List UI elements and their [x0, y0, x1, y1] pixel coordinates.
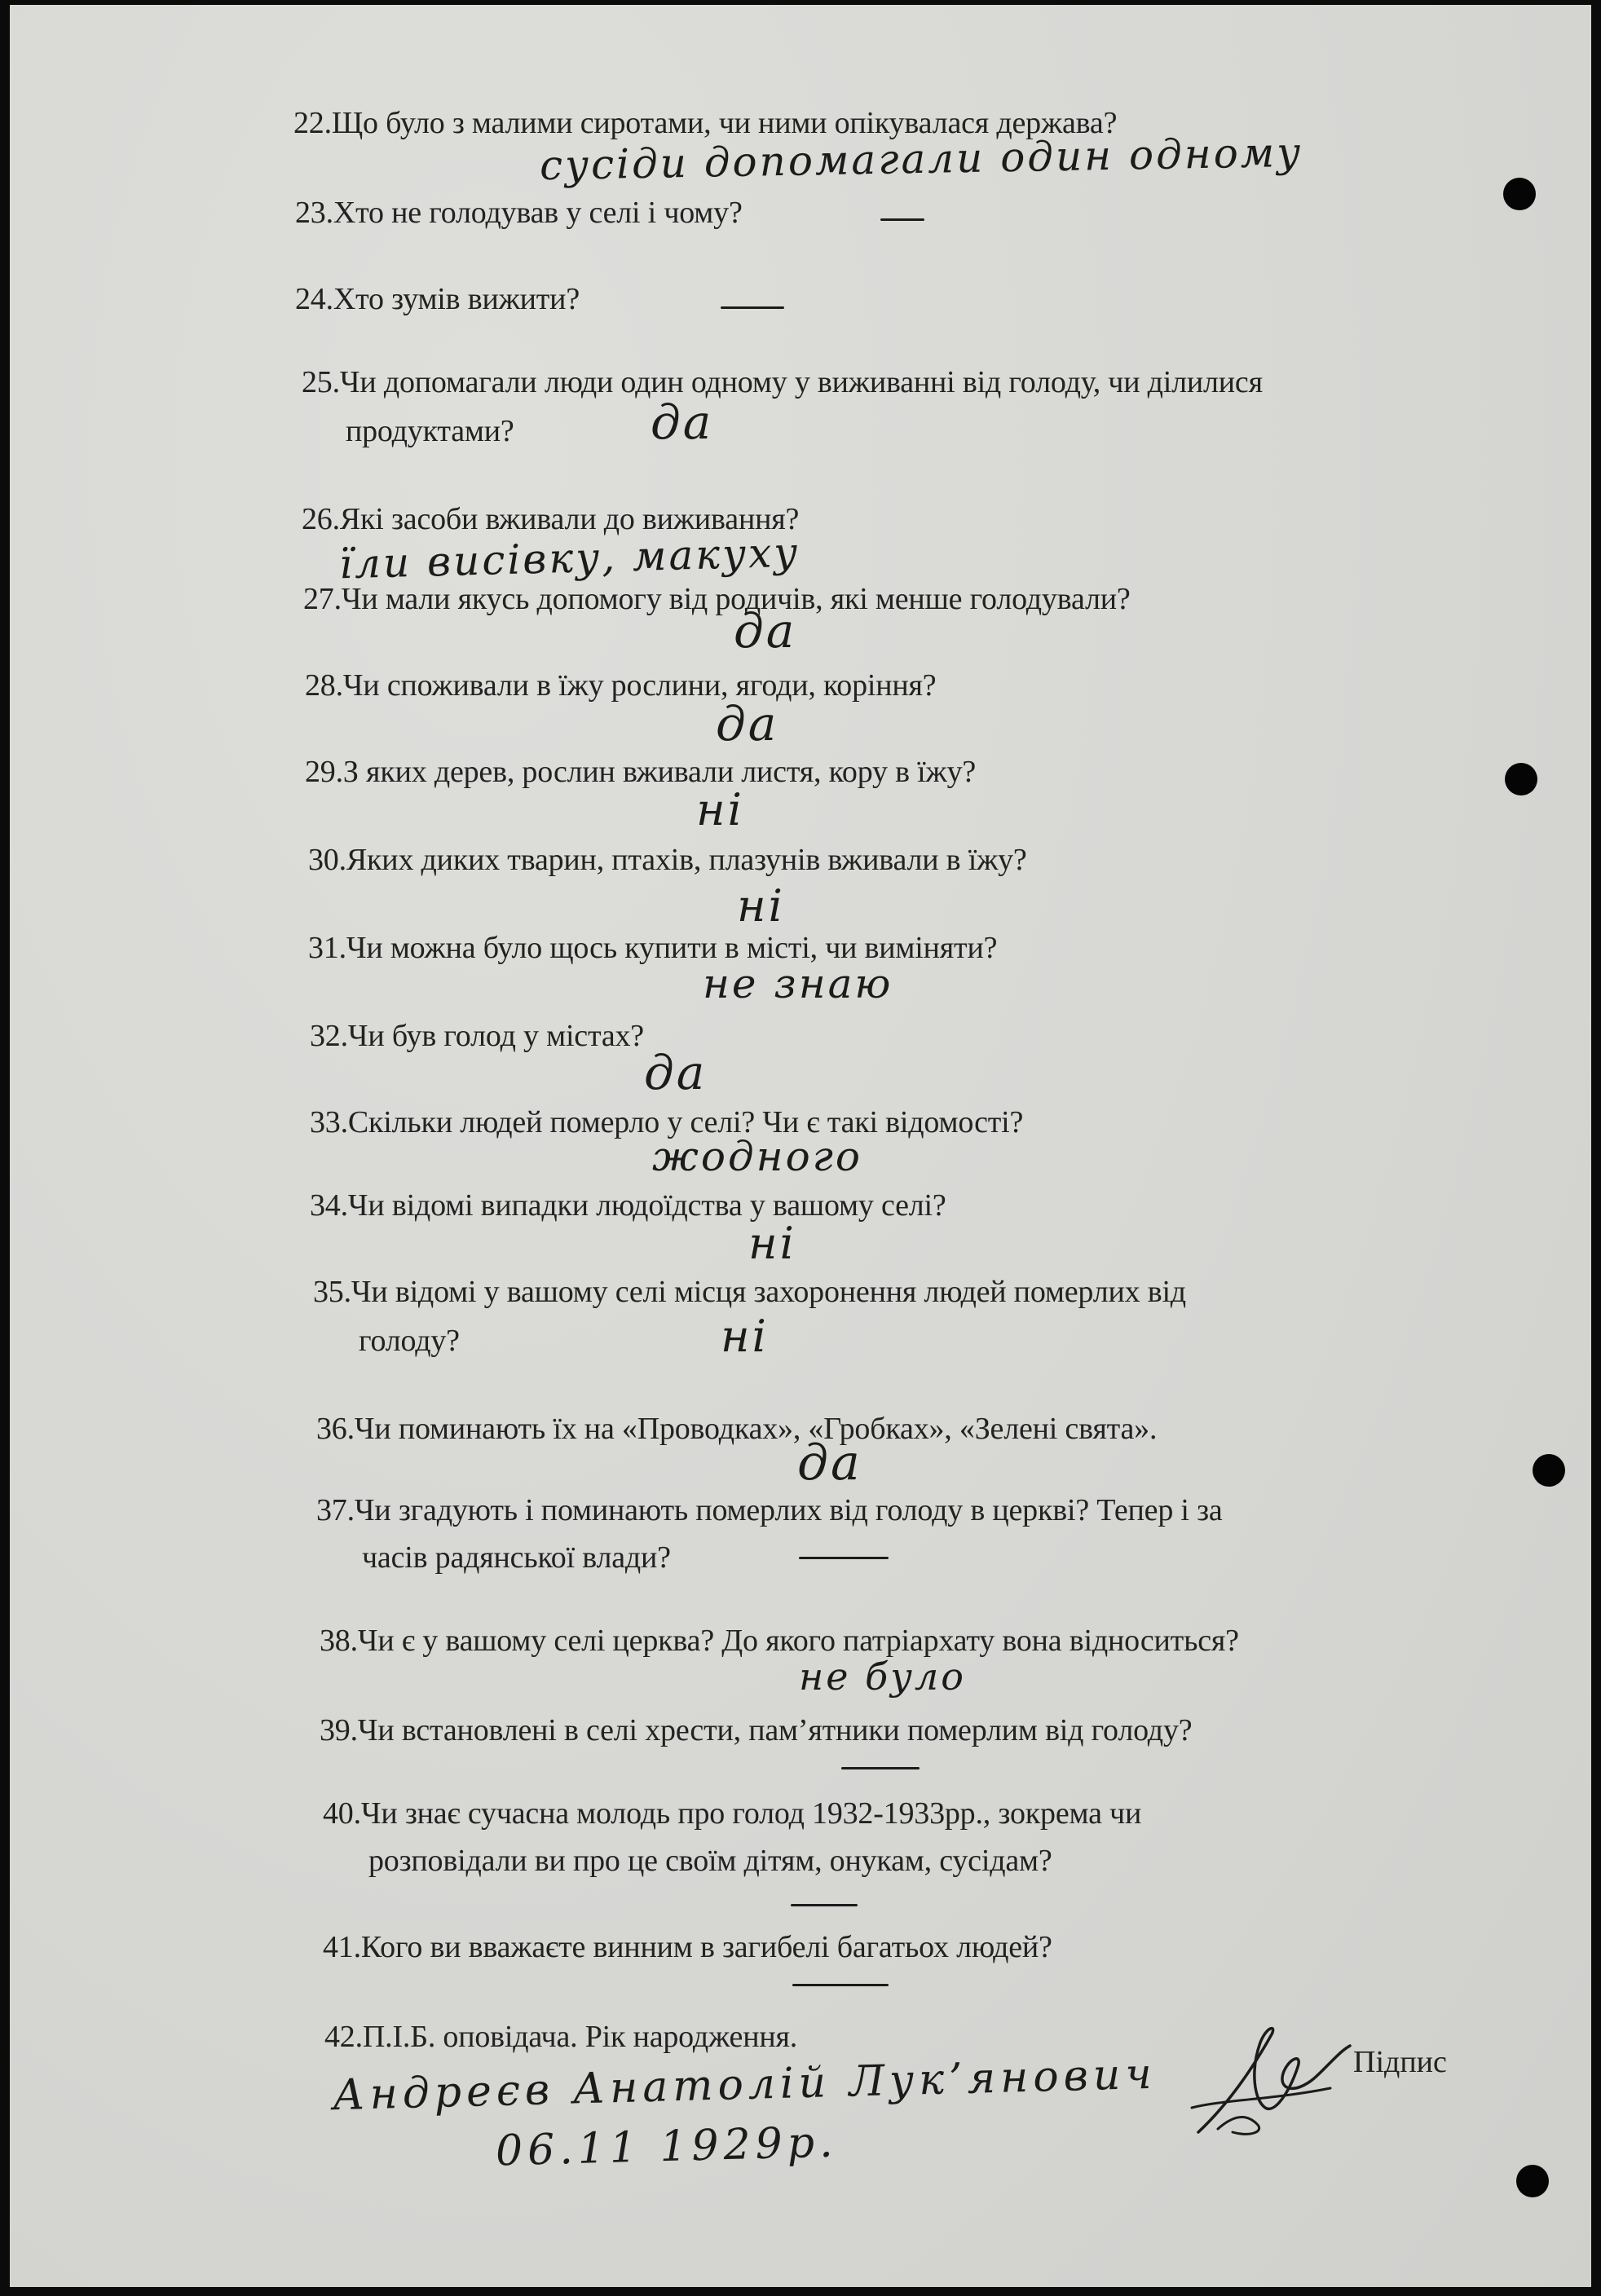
question-36: 36.Чи поминають їх на «Проводках», «Гробках», «Зелені свята».: [316, 1412, 1158, 1446]
answer-29: ні: [696, 784, 744, 835]
question-26: 26.Які засоби вживали до виживання?: [302, 502, 800, 536]
question-35-cont: голоду?: [359, 1324, 460, 1358]
answer-32: да: [644, 1045, 708, 1100]
question-41: 41.Кого ви вважаєте винним в загибелі багатьох людей?: [323, 1930, 1052, 1964]
answer-35: ні: [721, 1311, 769, 1362]
answer-39-dash: [841, 1767, 920, 1769]
question-25: 25.Чи допомагали люди один одному у виживанні від голоду, чи ділилися: [302, 365, 1263, 399]
answer-25: да: [651, 394, 714, 450]
question-23: 23.Хто не голодував у селі і чому?: [295, 196, 743, 230]
signature-label: Підпис: [1353, 2045, 1447, 2079]
punch-hole-4: [1516, 2165, 1549, 2197]
question-35: 35.Чи відомі у вашому селі місця захоронення людей померлих від: [313, 1275, 1186, 1309]
question-30: 30.Яких диких тварин, птахів, плазунів вживали в їжу?: [308, 843, 1027, 877]
punch-hole-3: [1533, 1454, 1565, 1487]
answer-33: жодного: [652, 1133, 863, 1180]
questionnaire-page: [10, 5, 1591, 2287]
question-37-cont: часів радянської влади?: [362, 1540, 671, 1575]
answer-37-dash: [799, 1557, 889, 1559]
answer-26: їли висівку, макуху: [338, 528, 800, 588]
answer-40-dash: [791, 1904, 858, 1906]
question-24: 24.Хто зумів вижити?: [295, 282, 580, 316]
question-39: 39.Чи встановлені в селі хрести, пам’ятники померлим від голоду?: [320, 1713, 1193, 1747]
punch-hole-1: [1503, 178, 1536, 210]
answer-30: ні: [737, 880, 785, 932]
punch-hole-2: [1505, 763, 1537, 795]
question-33: 33.Скільки людей померло у селі? Чи є такі відомості?: [310, 1105, 1024, 1139]
answer-41-dash: [792, 1984, 889, 1986]
question-40: 40.Чи знає сучасна молодь про голод 1932-1933рр., зокрема чи: [323, 1796, 1142, 1831]
handwritten-signature: [1175, 2010, 1355, 2140]
answer-36: да: [797, 1434, 862, 1492]
question-27: 27.Чи мали якусь допомогу від родичів, які менше голодували?: [303, 582, 1131, 616]
question-22: 22.Що було з малими сиротами, чи ними опікувалася держава?: [293, 106, 1118, 140]
answer-22: сусіди допомагали один одному: [539, 128, 1303, 190]
answer-27: да: [734, 603, 797, 659]
question-31: 31.Чи можна було щось купити в місті, чи виміняти?: [308, 931, 998, 965]
answer-23-dash: [880, 218, 924, 221]
respondent-name: Андреєв Анатолій Лук’янович: [332, 2049, 1158, 2121]
question-37: 37.Чи згадують і поминають померлих від голоду в церкві? Тепер і за: [316, 1493, 1223, 1527]
question-38: 38.Чи є у вашому селі церква? До якого патріархату вона відноситься?: [320, 1624, 1239, 1658]
answer-31: не знаю: [703, 960, 893, 1007]
question-40-cont: розповідали ви про це своїм дітям, онукам, сусідам?: [368, 1844, 1052, 1878]
respondent-birth-date: 06.11 1929р.: [495, 2118, 839, 2176]
answer-38: не було: [799, 1655, 966, 1699]
question-32: 32.Чи був голод у містах?: [310, 1019, 644, 1053]
answer-24-dash: [721, 306, 784, 309]
question-34: 34.Чи відомі випадки людоїдства у вашому селі?: [310, 1188, 946, 1223]
question-28: 28.Чи споживали в їжу рослини, ягоди, коріння?: [305, 668, 937, 703]
answer-28: да: [716, 696, 779, 751]
answer-34: ні: [748, 1218, 796, 1269]
question-42: 42.П.І.Б. оповідача. Рік народження.: [324, 2020, 798, 2054]
question-25-cont: продуктами?: [346, 414, 514, 448]
question-29: 29.З яких дерев, рослин вживали листя, кору в їжу?: [305, 755, 977, 789]
